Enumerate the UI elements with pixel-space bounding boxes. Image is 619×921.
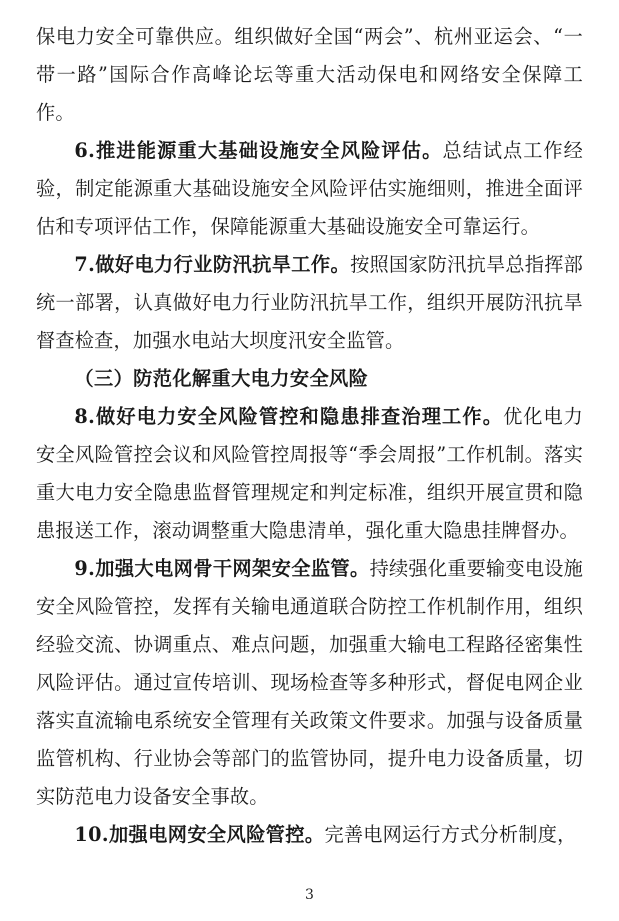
paragraph-item-9 [36,550,583,816]
paragraph-text: 完善电网运行方式分析制度， [324,823,577,846]
section-heading-three [36,360,583,398]
paragraph-item-7 [36,246,583,360]
paragraph-heading-run: 6.推进能源重大基础设施安全风险评估。 [74,139,443,162]
paragraph-item-6 [36,132,583,246]
paragraph-text: 总结试点工作经验，制定能源重大基础设施安全风险评估实施细则，推进全面评估和专项评估工作，保障能源重大基础设施安全可靠运行。 [36,139,583,238]
paragraph-text: 按照国家防汛抗旱总指挥部统一部署，认真做好电力行业防汛抗旱工作，组织开展防汛抗旱督查检查，加强水电站大坝度汛安全监管。 [36,253,584,352]
paragraph-heading-run: 9.加强大电网骨干网架安全监管。 [74,557,370,580]
paragraph-heading-run: 8.做好电力安全风险管控和隐患排查治理工作。 [74,405,504,428]
document-body [36,18,583,854]
page-number: 3 [305,887,314,903]
paragraph-item-10 [36,816,583,854]
paragraph-continued [36,18,583,132]
paragraph-text: 持续强化重要输变电设施安全风险管控，发挥有关输电通道联合防控工作机制作用，组织经验交流、协调重点、难点问题，加强重大输电工程路径密集性风险评估。通过宣传培训、现场检查等多种形式，督促电网企业落实直流输电系统安全管理有关政策文件要求。加强与设备质量监管机构、行业协会等部门的监管协同，提升电力设备质量，切实防范电力设备安全事故。 [36,557,583,808]
paragraph-text: 优化电力安全风险管控会议和风险管控周报等“季会周报”工作机制。落实重大电力安全隐患监督管理规定和判定标准，组织开展宣贯和隐患报送工作，滚动调整重大隐患清单，强化重大隐患挂牌督办。 [36,405,583,542]
paragraph-text: 保电力安全可靠供应。组织做好全国“两会”、杭州亚运会、“一带一路”国际合作高峰论坛等重大活动保电和网络安全保障工作。 [36,25,583,124]
paragraph-heading-run: 10.加强电网安全风险管控。 [74,823,325,846]
paragraph-heading-run: 7.做好电力行业防汛抗旱工作。 [74,253,351,276]
paragraph-item-8 [36,398,583,550]
section-heading-text: （三）防范化解重大电力安全风险 [74,367,369,390]
